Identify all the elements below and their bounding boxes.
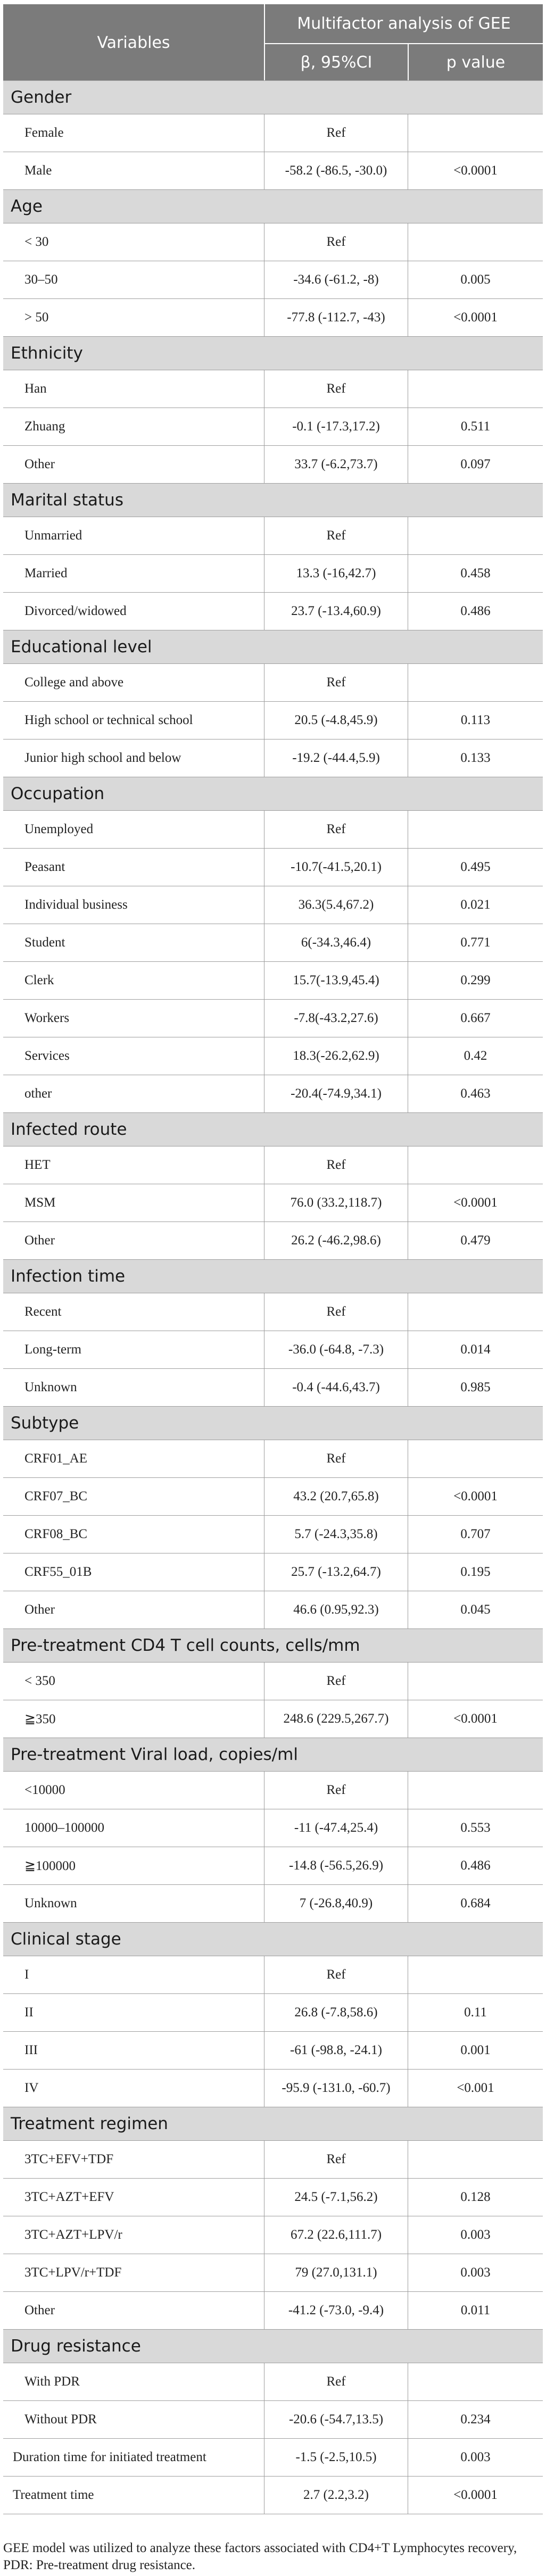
table-row [3,2439,543,2477]
table-row [3,370,543,408]
row-beta: Ref [264,1772,408,1809]
table-row [3,2401,543,2439]
section-header: Age [3,190,543,223]
row-label: < 350 [24,1674,55,1688]
table-row [3,1516,543,1553]
row-pvalue: <0.0001 [408,1184,543,1221]
row-pvalue: 0.003 [408,2439,543,2476]
row-label: Female [24,126,64,140]
results-table [3,4,543,2514]
row-beta: 46.6 (0.95,92.3) [264,1591,408,1628]
row-label: IV [24,2081,39,2095]
table-row [3,261,543,299]
row-beta: -41.2 (-73.0, -9.4) [264,2292,408,2329]
row-beta: 43.2 (20.7,65.8) [264,1478,408,1515]
row-pvalue [408,1772,543,1809]
row-beta: 24.5 (-7.1,56.2) [264,2179,408,2216]
table-row [3,962,543,1000]
row-beta: Ref [264,223,408,261]
row-pvalue: 0.486 [408,593,543,630]
row-pvalue: 0.553 [408,1809,543,1847]
row-label: Zhuang [24,419,65,434]
row-beta: -0.4 (-44.6,43.7) [264,1369,408,1406]
row-beta: -7.8(-43.2,27.6) [264,1000,408,1037]
row-beta: 5.7 (-24.3,35.8) [264,1516,408,1553]
table-row [3,2141,543,2179]
row-beta: -36.0 (-64.8, -7.3) [264,1331,408,1368]
row-label: CRF55_01B [24,1565,92,1579]
row-beta: Ref [264,1440,408,1477]
section-header: Treatment regimen [3,2107,543,2141]
row-pvalue: 0.097 [408,446,543,483]
table-row [3,1331,543,1369]
row-beta: -95.9 (-131.0, -60.7) [264,2070,408,2107]
table-row [3,517,543,555]
row-pvalue [408,811,543,848]
table-row [3,1369,543,1407]
row-pvalue: 0.003 [408,2254,543,2291]
row-label: CRF01_AE [24,1451,88,1466]
section-header: Subtype [3,1407,543,1440]
table-row [3,1184,543,1222]
row-pvalue [408,517,543,554]
row-pvalue [408,2363,543,2400]
row-beta: 20.5 (-4.8,45.9) [264,702,408,739]
row-beta: 33.7 (-6.2,73.7) [264,446,408,483]
row-label: Services [24,1049,70,1063]
row-pvalue: 0.707 [408,1516,543,1553]
row-pvalue [408,1956,543,1993]
row-pvalue: 0.133 [408,739,543,777]
row-label: College and above [24,675,124,689]
table-row [3,1553,543,1591]
row-label: Male [24,163,52,178]
table-row [3,1772,543,1809]
row-beta: 7 (-26.8,40.9) [264,1885,408,1922]
row-beta: 6(-34.3,46.4) [264,924,408,961]
table-row [3,1956,543,1994]
row-pvalue: 0.003 [408,2216,543,2254]
row-label: 3TC+EFV+TDF [24,2152,114,2166]
row-pvalue: <0.0001 [408,1700,543,1738]
table-row [3,1000,543,1037]
table-row [3,849,543,886]
row-label: 3TC+AZT+EFV [24,2190,114,2204]
row-beta: -58.2 (-86.5, -30.0) [264,152,408,189]
row-label: Unmarried [24,528,82,543]
table-row [3,1994,543,2032]
table-row [3,1663,543,1700]
row-beta: 76.0 (33.2,118.7) [264,1184,408,1221]
row-label: ≧350 [24,1712,56,1726]
row-label: Long-term [24,1342,81,1357]
row-beta: 2.7 (2.2,3.2) [264,2477,408,2514]
row-beta: -34.6 (-61.2, -8) [264,261,408,298]
row-pvalue: 0.985 [408,1369,543,1406]
row-label: Unknown [24,1380,77,1394]
row-beta: 23.7 (-13.4,60.9) [264,593,408,630]
row-pvalue: 0.458 [408,555,543,592]
row-label: Other [24,457,55,471]
table-row [3,223,543,261]
row-beta: 67.2 (22.6,111.7) [264,2216,408,2254]
row-label: Clerk [24,973,54,987]
row-label: Unknown [24,1896,77,1910]
table-row [3,924,543,962]
table-row [3,555,543,593]
row-label: Duration time for initiated treatment [13,2450,206,2464]
header-beta: β, 95%CI [264,44,408,80]
header-variables: Variables [97,33,170,52]
row-pvalue [408,223,543,261]
row-pvalue: 0.479 [408,1222,543,1259]
table-row [3,114,543,152]
row-pvalue: 0.021 [408,886,543,924]
table-row [3,2363,543,2401]
row-beta: Ref [264,811,408,848]
table-row [3,1478,543,1516]
section-header: Infected route [3,1113,543,1146]
table-row [3,1440,543,1478]
row-beta: Ref [264,370,408,408]
row-beta: Ref [264,1146,408,1184]
row-beta: Ref [264,1293,408,1331]
row-beta: 26.2 (-46.2,98.6) [264,1222,408,1259]
table-row [3,2216,543,2254]
row-pvalue: 0.195 [408,1553,543,1591]
row-pvalue: 0.011 [408,2292,543,2329]
table-footnote: GEE model was utilized to analyze these factors associated with CD4+T Lymphocytes recovery, PDR: Pre-treatment drug resistance. [3,2541,517,2572]
row-pvalue: 0.005 [408,261,543,298]
row-pvalue: 0.495 [408,849,543,886]
row-label: Treatment time [13,2488,94,2502]
row-label: With PDR [24,2374,80,2389]
row-beta: Ref [264,664,408,701]
table-row [3,702,543,739]
table-row [3,2032,543,2070]
row-beta: Ref [264,517,408,554]
row-beta: -77.8 (-112.7, -43) [264,299,408,336]
row-pvalue [408,664,543,701]
row-label: High school or technical school [24,713,193,727]
table-row [3,886,543,924]
row-pvalue: 0.667 [408,1000,543,1037]
row-beta: 36.3(5.4,67.2) [264,886,408,924]
row-label: Without PDR [24,2412,97,2427]
section-header: Occupation [3,777,543,811]
row-label: CRF08_BC [24,1527,88,1541]
row-label: Married [24,566,68,580]
row-pvalue: 0.771 [408,924,543,961]
section-header: Educational level [3,630,543,664]
row-label: MSM [24,1195,56,1210]
row-pvalue [408,1440,543,1477]
table-row [3,446,543,484]
table-row [3,1222,543,1260]
row-beta: 248.6 (229.5,267.7) [264,1700,408,1738]
section-header: Pre-treatment CD4 T cell counts, cells/mm [3,1629,543,1663]
table-row [3,2254,543,2292]
row-pvalue [408,370,543,408]
row-label: Recent [24,1304,62,1319]
row-pvalue: 0.128 [408,2179,543,2216]
row-beta: Ref [264,2363,408,2400]
table-row [3,2292,543,2330]
row-pvalue [408,114,543,152]
row-label: HET [24,1158,51,1172]
row-label: Other [24,1602,55,1617]
row-label: ≧100000 [24,1859,76,1873]
row-beta: -1.5 (-2.5,10.5) [264,2439,408,2476]
header-analysis: Multifactor analysis of GEE [264,4,543,44]
section-header: Drug resistance [3,2330,543,2363]
row-label: Peasant [24,860,65,874]
row-beta: 26.8 (-7.8,58.6) [264,1994,408,2031]
row-label: Divorced/widowed [24,604,127,618]
row-pvalue: <0.0001 [408,299,543,336]
row-beta: 25.7 (-13.2,64.7) [264,1553,408,1591]
row-beta: -14.8 (-56.5,26.9) [264,1847,408,1884]
row-pvalue: 0.11 [408,1994,543,2031]
table-row [3,299,543,337]
row-pvalue [408,2141,543,2178]
row-pvalue: 0.42 [408,1037,543,1075]
row-beta: 13.3 (-16,42.7) [264,555,408,592]
row-beta: -61 (-98.8, -24.1) [264,2032,408,2069]
row-label: Junior high school and below [24,751,181,765]
row-label: II [24,2005,34,2020]
row-label: Individual business [24,898,128,912]
table-row [3,593,543,630]
row-label: 30–50 [24,272,58,287]
table-row [3,664,543,702]
table-row [3,1809,543,1847]
table-row [3,1591,543,1629]
section-header: Marital status [3,484,543,517]
row-pvalue: 0.001 [408,2032,543,2069]
row-beta: -20.4(-74.9,34.1) [264,1075,408,1112]
row-pvalue: 0.014 [408,1331,543,1368]
section-header: Pre-treatment Viral load, copies/ml [3,1738,543,1772]
table-row [3,2477,543,2514]
row-pvalue: 0.463 [408,1075,543,1112]
row-beta: Ref [264,114,408,152]
row-beta: -20.6 (-54.7,13.5) [264,2401,408,2438]
row-pvalue [408,1146,543,1184]
table-row [3,811,543,849]
table-row [3,2070,543,2107]
row-label: Other [24,1233,55,1248]
section-header: Ethnicity [3,337,543,370]
row-label: I [24,1967,29,1982]
row-label: < 30 [24,235,49,249]
row-label: Unemployed [24,822,94,836]
row-pvalue [408,1663,543,1700]
section-header: Infection time [3,1260,543,1293]
row-beta: 18.3(-26.2,62.9) [264,1037,408,1075]
row-beta: -11 (-47.4,25.4) [264,1809,408,1847]
row-beta: Ref [264,1956,408,1993]
row-beta: -19.2 (-44.4,5.9) [264,739,408,777]
row-label: > 50 [24,310,49,325]
row-beta: 15.7(-13.9,45.4) [264,962,408,999]
row-pvalue: <0.0001 [408,2477,543,2514]
row-pvalue: 0.045 [408,1591,543,1628]
row-label: Workers [24,1011,70,1025]
row-beta: Ref [264,1663,408,1700]
row-pvalue: <0.0001 [408,152,543,189]
row-pvalue: <0.001 [408,2070,543,2107]
row-beta: -0.1 (-17.3,17.2) [264,408,408,445]
row-beta: 79 (27.0,131.1) [264,2254,408,2291]
table-row [3,408,543,446]
row-pvalue: 0.234 [408,2401,543,2438]
row-beta: Ref [264,2141,408,2178]
table-row [3,1293,543,1331]
row-label: Other [24,2303,55,2317]
table-body [3,81,543,2514]
row-pvalue: 0.486 [408,1847,543,1884]
table-row [3,1700,543,1738]
row-pvalue [408,1293,543,1331]
row-pvalue: 0.684 [408,1885,543,1922]
row-pvalue: <0.0001 [408,1478,543,1515]
table-row [3,739,543,777]
section-header: Gender [3,81,543,114]
table-row [3,1146,543,1184]
table-row [3,2179,543,2216]
row-pvalue: 0.299 [408,962,543,999]
table-row [3,1075,543,1113]
row-label: other [24,1086,52,1101]
row-label: <10000 [24,1783,65,1797]
row-label: 10000–100000 [24,1821,104,1835]
table-row [3,1847,543,1885]
row-label: 3TC+LPV/r+TDF [24,2265,122,2280]
table-row [3,1885,543,1923]
section-header: Clinical stage [3,1923,543,1956]
table-row [3,152,543,190]
row-label: Student [24,935,65,950]
row-label: III [24,2043,38,2057]
row-pvalue: 0.113 [408,702,543,739]
row-label: CRF07_BC [24,1489,88,1503]
row-beta: -10.7(-41.5,20.1) [264,849,408,886]
row-pvalue: 0.511 [408,408,543,445]
header-pvalue: p value [408,44,543,80]
row-label: Han [24,381,47,396]
row-label: 3TC+AZT+LPV/r [24,2228,122,2242]
table-row [3,1037,543,1075]
